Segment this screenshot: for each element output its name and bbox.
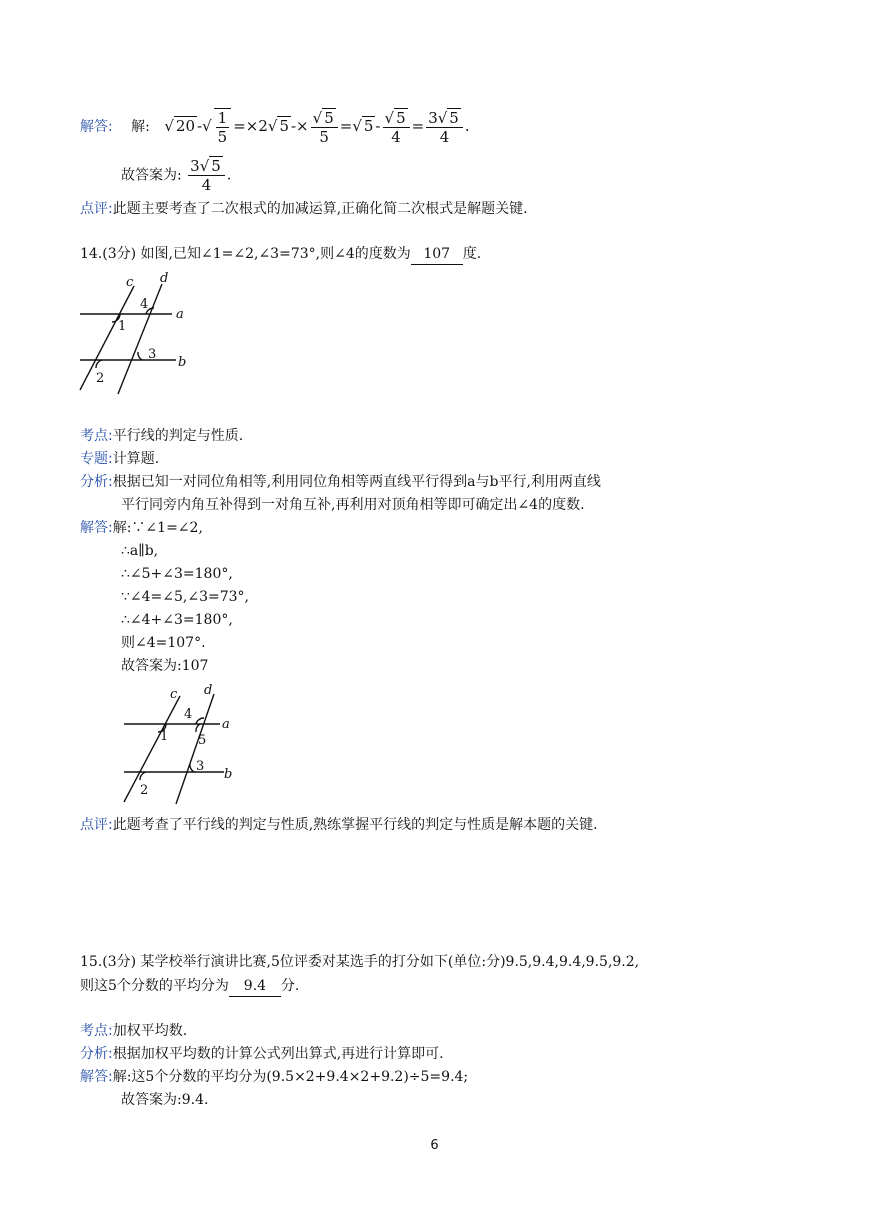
svg-text:b: b bbox=[178, 355, 187, 370]
q15-stem: 15.(3分) 某学校举行演讲比赛,5位评委对某选手的打分如下(单位:分)9.5,9.4,9.4,9.5,9.2, bbox=[80, 954, 640, 970]
q14-step: 则∠4=107°. bbox=[121, 635, 206, 651]
q14-zhuanti: 专题:计算题. bbox=[80, 451, 160, 467]
svg-text:2: 2 bbox=[96, 371, 105, 386]
answer-label: 解答: bbox=[80, 119, 113, 135]
q14-fenxi: 分析:根据已知一对同位角相等,利用同位角相等两直线平行得到a与b平行,利用两直线 bbox=[80, 474, 601, 490]
svg-text:4: 4 bbox=[140, 297, 149, 312]
q14-step: 故答案为:107 bbox=[121, 658, 209, 674]
q15-fenxi: 分析:根据加权平均数的计算公式列出算式,再进行计算即可. bbox=[80, 1046, 444, 1062]
q14-comment: 点评:此题考查了平行线的判定与性质,熟练掌握平行线的判定与性质是解本题的关键. bbox=[80, 817, 598, 833]
svg-text:a: a bbox=[176, 307, 184, 322]
svg-text:c: c bbox=[170, 687, 178, 702]
svg-text:3: 3 bbox=[196, 759, 205, 774]
q13-answer-row bbox=[80, 108, 470, 146]
q15-answer: 解答:解:这5个分数的平均分为(9.5×2+9.4×2+9.2)÷5=9.4; bbox=[80, 1069, 469, 1085]
q15-kaodian: 考点:加权平均数. bbox=[80, 1023, 188, 1039]
q15-stem-cont: 则这5个分数的平均分为 9.4 分. bbox=[80, 976, 299, 997]
svg-text:4: 4 bbox=[184, 707, 193, 722]
q14-figure bbox=[76, 270, 196, 396]
svg-text:d: d bbox=[204, 683, 213, 698]
q14-kaodian: 考点:平行线的判定与性质. bbox=[80, 428, 244, 444]
q13-calculation: √ 20 -√ $\frac{1}{5}$ =×2√ 5 -× $\frac{√ 5}{5}$ =√ 5 - $\frac{√ 5}{4}$ = $\frac{3√ 5}{4}$ . bbox=[164, 108, 470, 146]
svg-text:3: 3 bbox=[148, 347, 157, 362]
svg-text:d: d bbox=[160, 271, 169, 286]
solve-text: 解: bbox=[131, 119, 150, 135]
svg-text:c: c bbox=[126, 275, 134, 290]
page-number: 6 bbox=[430, 1138, 439, 1153]
q14-answer-blank: 107 bbox=[411, 244, 463, 265]
q13-comment: 点评:此题主要考查了二次根式的加减运算,正确化简二次根式是解题关键. bbox=[80, 201, 528, 217]
q13-final-answer: 故答案为: $\frac{3√ 5}{4}$ . bbox=[121, 157, 232, 194]
q14-answer-label-row: 解答:解:∵∠1=∠2, bbox=[80, 520, 203, 536]
svg-text:5: 5 bbox=[198, 733, 207, 748]
q15-answer-blank: 9.4 bbox=[229, 976, 281, 997]
q14-solution-figure bbox=[120, 682, 240, 808]
svg-text:b: b bbox=[224, 767, 233, 782]
q14-step: ∵∠4=∠5,∠3=73°, bbox=[121, 589, 249, 605]
q14-step: ∴∠5+∠3=180°, bbox=[121, 566, 233, 582]
svg-text:2: 2 bbox=[140, 783, 149, 798]
q14-stem: 14.(3分) 如图,已知∠1=∠2,∠3=73°,则∠4的度数为 107 度. bbox=[80, 244, 481, 265]
svg-text:1: 1 bbox=[118, 319, 127, 334]
q15-final: 故答案为:9.4. bbox=[121, 1092, 209, 1108]
svg-text:1: 1 bbox=[160, 729, 169, 744]
q14-fenxi-cont: 平行同旁内角互补得到一对角互补,再利用对顶角相等即可确定出∠4的度数. bbox=[121, 497, 585, 513]
svg-text:a: a bbox=[222, 717, 230, 732]
q14-step: ∴∠4+∠3=180°, bbox=[121, 612, 233, 628]
q14-step: ∴a∥b, bbox=[121, 543, 159, 559]
